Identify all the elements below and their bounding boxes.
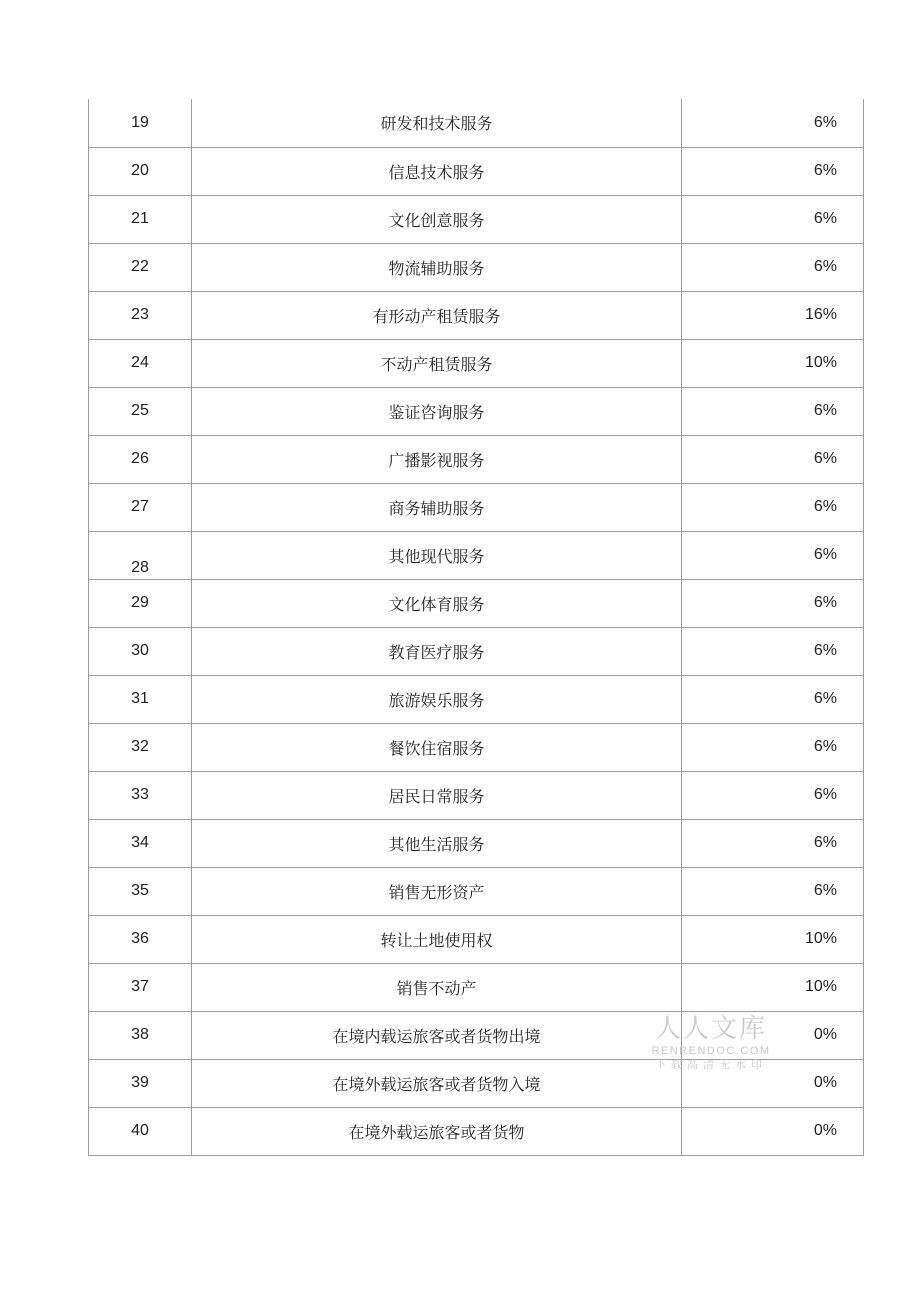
- table-row: [89, 483, 864, 531]
- service-item-cell: 其他现代服务: [192, 531, 682, 579]
- watermark-title: 人人文库: [654, 1014, 767, 1044]
- service-item-cell: 旅游娱乐服务: [192, 675, 682, 723]
- row-number-cell: 23: [89, 291, 192, 339]
- row-number-cell: 38: [89, 1011, 192, 1059]
- service-item-cell: 信息技术服务: [192, 147, 682, 195]
- tax-rate-cell: 6%: [682, 435, 864, 483]
- row-number-cell: 19: [89, 99, 192, 147]
- row-number-cell: 36: [89, 915, 192, 963]
- service-item-cell: 转让土地使用权: [192, 915, 682, 963]
- service-item-cell: 餐饮住宿服务: [192, 723, 682, 771]
- tax-rate-cell: 10%: [682, 963, 864, 1011]
- tax-rate-cell: 10%: [682, 339, 864, 387]
- table-row: [89, 963, 864, 1011]
- table-row: [89, 723, 864, 771]
- table-row: [89, 771, 864, 819]
- tax-rate-cell: 6%: [682, 195, 864, 243]
- table-row: [89, 243, 864, 291]
- row-number-cell: 28: [89, 531, 192, 579]
- row-number-cell: 20: [89, 147, 192, 195]
- row-number-cell: 34: [89, 819, 192, 867]
- tax-rate-cell: 6%: [682, 387, 864, 435]
- table-row: [89, 627, 864, 675]
- tax-rate-cell: 0%: [682, 1011, 864, 1059]
- tax-rate-table: [88, 99, 864, 1156]
- service-item-cell: 在境外载运旅客或者货物入境: [192, 1059, 682, 1107]
- tax-rate-cell: 16%: [682, 291, 864, 339]
- service-item-cell: 文化体育服务: [192, 579, 682, 627]
- table-body: [89, 99, 864, 1155]
- tax-rate-cell: 10%: [682, 915, 864, 963]
- row-number-cell: 40: [89, 1107, 192, 1155]
- table-row: [89, 1011, 864, 1059]
- table-row: [89, 291, 864, 339]
- table-row: [89, 1059, 864, 1107]
- row-number-cell: 24: [89, 339, 192, 387]
- service-item-cell: 居民日常服务: [192, 771, 682, 819]
- table-row: [89, 195, 864, 243]
- watermark-url: RENRENDOC.COM: [651, 1045, 771, 1057]
- table-row: [89, 915, 864, 963]
- row-number-cell: 21: [89, 195, 192, 243]
- row-number-cell: 39: [89, 1059, 192, 1107]
- table-row: [89, 675, 864, 723]
- service-item-cell: 在境外载运旅客或者货物: [192, 1107, 682, 1155]
- tax-rate-cell: 0%: [682, 1059, 864, 1107]
- service-item-cell: 销售不动产: [192, 963, 682, 1011]
- tax-rate-cell: 0%: [682, 1107, 864, 1155]
- tax-rate-cell: 6%: [682, 531, 864, 579]
- service-item-cell: 在境内载运旅客或者货物出境: [192, 1011, 682, 1059]
- row-number-cell: 35: [89, 867, 192, 915]
- table-row: [89, 579, 864, 627]
- service-item-cell: 不动产租赁服务: [192, 339, 682, 387]
- service-item-cell: 其他生活服务: [192, 819, 682, 867]
- service-item-cell: 广播影视服务: [192, 435, 682, 483]
- tax-rate-cell: 6%: [682, 675, 864, 723]
- tax-rate-cell: 6%: [682, 243, 864, 291]
- table-row: [89, 147, 864, 195]
- row-number-cell: 22: [89, 243, 192, 291]
- table-row: [89, 387, 864, 435]
- row-number-cell: 33: [89, 771, 192, 819]
- service-item-cell: 销售无形资产: [192, 867, 682, 915]
- table-row: [89, 435, 864, 483]
- table-row: [89, 819, 864, 867]
- row-number-cell: 30: [89, 627, 192, 675]
- tax-rate-cell: 6%: [682, 579, 864, 627]
- tax-rate-cell: 6%: [682, 147, 864, 195]
- row-number-cell: 37: [89, 963, 192, 1011]
- row-number-cell: 31: [89, 675, 192, 723]
- table-row: [89, 99, 864, 147]
- service-item-cell: 鉴证咨询服务: [192, 387, 682, 435]
- tax-rate-cell: 6%: [682, 723, 864, 771]
- tax-rate-cell: 6%: [682, 627, 864, 675]
- service-item-cell: 研发和技术服务: [192, 99, 682, 147]
- table-row: [89, 867, 864, 915]
- service-item-cell: 物流辅助服务: [192, 243, 682, 291]
- table-row: [89, 1107, 864, 1155]
- tax-rate-cell: 6%: [682, 99, 864, 147]
- tax-rate-cell: 6%: [682, 483, 864, 531]
- row-number-cell: 32: [89, 723, 192, 771]
- tax-rate-cell: 6%: [682, 819, 864, 867]
- tax-rate-cell: 6%: [682, 867, 864, 915]
- row-number-cell: 25: [89, 387, 192, 435]
- watermark-subtitle: 下载高清无水印: [655, 1059, 767, 1071]
- service-item-cell: 教育医疗服务: [192, 627, 682, 675]
- table-row: [89, 339, 864, 387]
- row-number-cell: 26: [89, 435, 192, 483]
- row-number-cell: 27: [89, 483, 192, 531]
- tax-rate-cell: 6%: [682, 771, 864, 819]
- row-number-cell: 29: [89, 579, 192, 627]
- service-item-cell: 文化创意服务: [192, 195, 682, 243]
- service-item-cell: 有形动产租赁服务: [192, 291, 682, 339]
- table-row: [89, 531, 864, 579]
- service-item-cell: 商务辅助服务: [192, 483, 682, 531]
